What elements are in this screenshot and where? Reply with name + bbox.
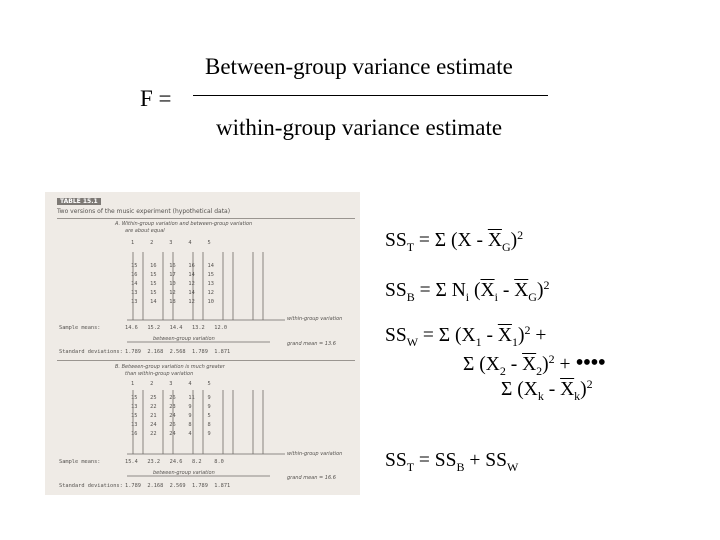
between-note-a: between-group variation <box>153 336 215 342</box>
section-b-title-2: than within-group variation <box>125 371 194 377</box>
table-row: 15 25 26 11 9 <box>131 395 211 401</box>
group-header: 1 2 3 4 5 <box>131 240 211 246</box>
section-a-title-2: are about equal <box>125 228 165 234</box>
f-label: F = <box>140 86 172 111</box>
sst-equation: $SS_T = \Sigma$ $(X - \overline{X}_G)^2$ <box>385 228 524 254</box>
sd-values-b: 1.789 2.168 2.569 1.789 1.871 <box>125 483 231 489</box>
table-row: 13 14 18 12 10 <box>131 299 214 305</box>
section-a-title: A. Within-group variation and between-group variation <box>115 221 253 227</box>
between-note-b: between-group variation <box>153 470 215 476</box>
within-note-b: within-group variation <box>287 451 343 457</box>
ssw-equation-line-1: $SS_W = \Sigma$ $(X_1 - \overline{X}_1)^2$ + <box>385 323 547 349</box>
table-row: 13 15 12 14 12 <box>131 290 214 296</box>
section-b-title: B. Between-group variation is much greater <box>115 364 225 370</box>
scanned-table-image <box>45 192 360 495</box>
means-label-a: Sample means: <box>59 325 101 331</box>
table-row: 13 24 26 8 8 <box>131 422 211 428</box>
ssb-equation: $SS_B = \Sigma$ $N_i$ $(\overline{X}_i - \overline{X}_G)^2$ <box>385 278 550 304</box>
ellipsis-dots: •••• <box>575 350 606 376</box>
sd-label-b: Standard deviations: <box>59 483 123 489</box>
numerator-text: Between-group variance estimate <box>205 54 513 79</box>
table-row: 16 22 24 4 9 <box>131 431 211 437</box>
grand-mean-a: grand mean = 13.6 <box>287 341 336 347</box>
table-row: 14 15 10 12 13 <box>131 281 214 287</box>
table-row: 15 21 24 9 5 <box>131 413 211 419</box>
fraction-bar <box>193 95 548 96</box>
table-row: 15 16 16 16 14 <box>131 263 214 269</box>
sd-label-a: Standard deviations: <box>59 349 123 355</box>
ss-total-equation: $SS_T = SS_B + SS_W$ <box>385 450 519 474</box>
table-row: 16 15 17 14 15 <box>131 272 214 278</box>
sd-values-a: 1.789 2.168 2.568 1.789 1.871 <box>125 349 231 355</box>
table-title: TABLE 15.1 <box>57 198 101 205</box>
denominator-text: within-group variance estimate <box>216 115 503 140</box>
ssw-equation-line-3: Σ $(X_k - \overline{X}_k)^2$ <box>501 377 593 403</box>
table-arrows <box>45 192 360 495</box>
ssw-equation-line-2: Σ $(X_2 - \overline{X}_2)^2$ + •••• <box>463 350 606 378</box>
means-label-b: Sample means: <box>59 459 101 465</box>
grand-mean-b: grand mean = 16.6 <box>287 475 336 481</box>
group-header-b: 1 2 3 4 5 <box>131 381 211 387</box>
within-note-a: within-group variation <box>287 316 343 322</box>
table-row: 13 22 23 9 9 <box>131 404 211 410</box>
table-subtitle: Two versions of the music experiment (hypothetical data) <box>57 208 231 215</box>
means-values-a: 14.6 15.2 14.4 13.2 12.0 <box>125 325 228 331</box>
means-values-b: 15.4 23.2 24.6 8.2 8.0 <box>125 459 224 465</box>
